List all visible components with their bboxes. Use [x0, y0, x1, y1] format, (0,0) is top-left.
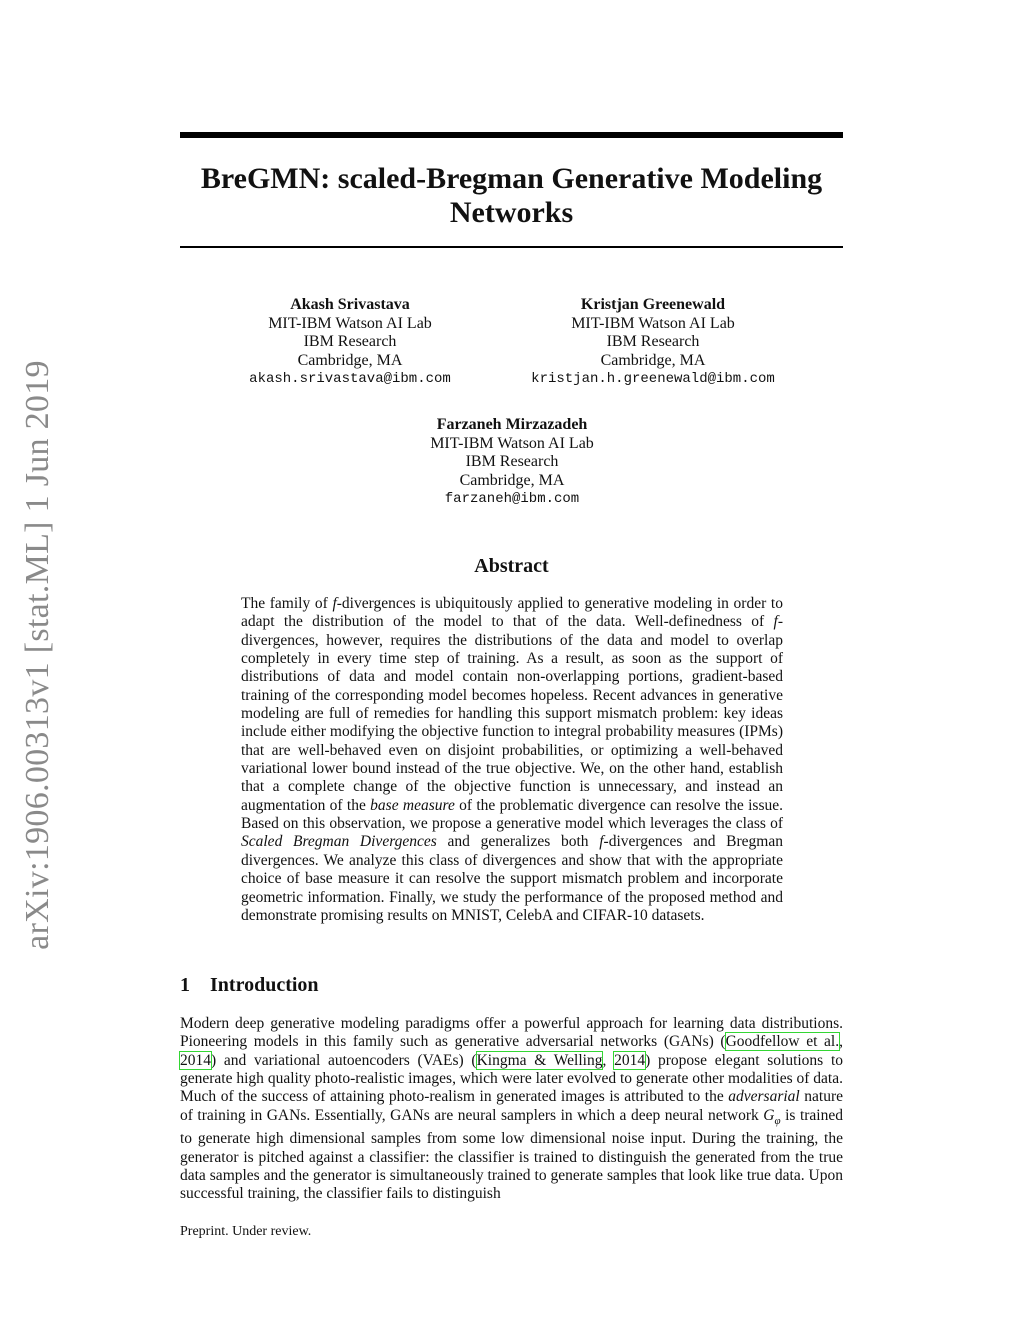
- author-affiliation: IBM Research: [303, 333, 397, 350]
- author-name: Akash Srivastava: [290, 296, 410, 313]
- author-name: Farzaneh Mirzazadeh: [436, 416, 588, 433]
- citation-link[interactable]: Kingma & Welling: [476, 1051, 603, 1069]
- section-title: Introduction: [210, 974, 319, 996]
- author-affiliation: IBM Research: [606, 333, 700, 350]
- author-affiliation: MIT-IBM Watson AI Lab: [571, 314, 735, 332]
- section-number: 1: [180, 974, 190, 996]
- citation-link[interactable]: 2014: [180, 1051, 211, 1069]
- citation-link[interactable]: 2014: [614, 1051, 646, 1069]
- author-email[interactable]: farzaneh@ibm.com: [444, 491, 580, 507]
- author-block: [513, 296, 793, 389]
- author-email[interactable]: akash.srivastava@ibm.com: [249, 371, 451, 387]
- author-email[interactable]: kristjan.h.greenewald@ibm.com: [531, 371, 775, 387]
- abstract-text: The family of f-divergences is ubiquitously applied to generative modeling in order to adapt the distribution of the model to that of the data. Well-definedness of f-divergences, however, requires the distributions of the data and model to overlap completely in every time step of training. As a result, as soon as the support of distributions of data and model contain non-overlapping portions, gradient-based training of the corresponding model becomes hopeless. Recent advances in generative modeling are full of remedies for handling this support mismatch problem: key ideas include either modifying the objective function to integral probability measures (IPMs) that are well-behaved even on disjoint probabilities, or optimizing a well-behaved variational lower bound instead of the true objective. We, on the other hand, establish that a complete change of the objective function is unnecessary, and instead an augmentation of the base measure of the problematic divergence can resolve the issue. Based on this observation, we propose a generative model which leverages the class of Scaled Bregman Divergences and generalizes both f-divergences and Bregman divergences. We analyze this class of divergences and show that with the appropriate choice of base measure it can resolve the support mismatch problem and incorporate geometric information. Finally, we study the performance of the proposed method and demonstrate promising results on MNIST, CelebA and CIFAR-10 datasets.: [241, 595, 783, 924]
- abstract-heading: Abstract: [474, 555, 549, 577]
- title-bottom-rule: [180, 246, 843, 248]
- author-block: [392, 416, 632, 509]
- author-affiliation: IBM Research: [465, 453, 559, 470]
- author-block: [230, 296, 470, 389]
- footer-note: Preprint. Under review.: [180, 1224, 312, 1239]
- author-location: Cambridge, MA: [297, 351, 403, 369]
- paper-title: BreGMN: scaled-Bregman Generative Modeling Networks: [200, 162, 823, 229]
- introduction-text: Modern deep generative modeling paradigms offer a powerful approach for learning data distributions. Pioneering models in this family such as generative adversarial networks (GANs) (Goodfellow et al., 2014) and variational autoencoders (VAEs) (Kingma & Welling, 2014) propose elegant solutions to generate high quality photo-realistic images, which were later evolved to generate other modalities of data. Much of the success of attaining photo-realism in generated images is attributed to the adversarial nature of training in GANs. Essentially, GANs are neural samplers in which a deep neural network $G_\varphi$ is trained to generate high dimensional samples from some low dimensional noise input. During the training, the generator is pitched against a classifier: the classifier is trained to distinguish the generated from the true data samples and the generator is simultaneously trained to generate samples that look like true data. Upon successful training, the classifier fails to distinguish: [180, 1015, 844, 1203]
- title-top-rule: [180, 132, 843, 138]
- section-heading-introduction: [180, 974, 319, 997]
- arxiv-identifier: [10, 360, 66, 950]
- author-affiliation: MIT-IBM Watson AI Lab: [430, 434, 594, 452]
- author-location: Cambridge, MA: [459, 471, 565, 489]
- arxiv-identifier-text: arXiv:1906.00313v1 [stat.ML] 1 Jun 2019: [19, 360, 56, 950]
- author-name: Kristjan Greenewald: [580, 296, 726, 313]
- citation-link[interactable]: Goodfellow et al.: [725, 1033, 840, 1051]
- author-affiliation: MIT-IBM Watson AI Lab: [268, 314, 432, 332]
- author-location: Cambridge, MA: [600, 351, 706, 369]
